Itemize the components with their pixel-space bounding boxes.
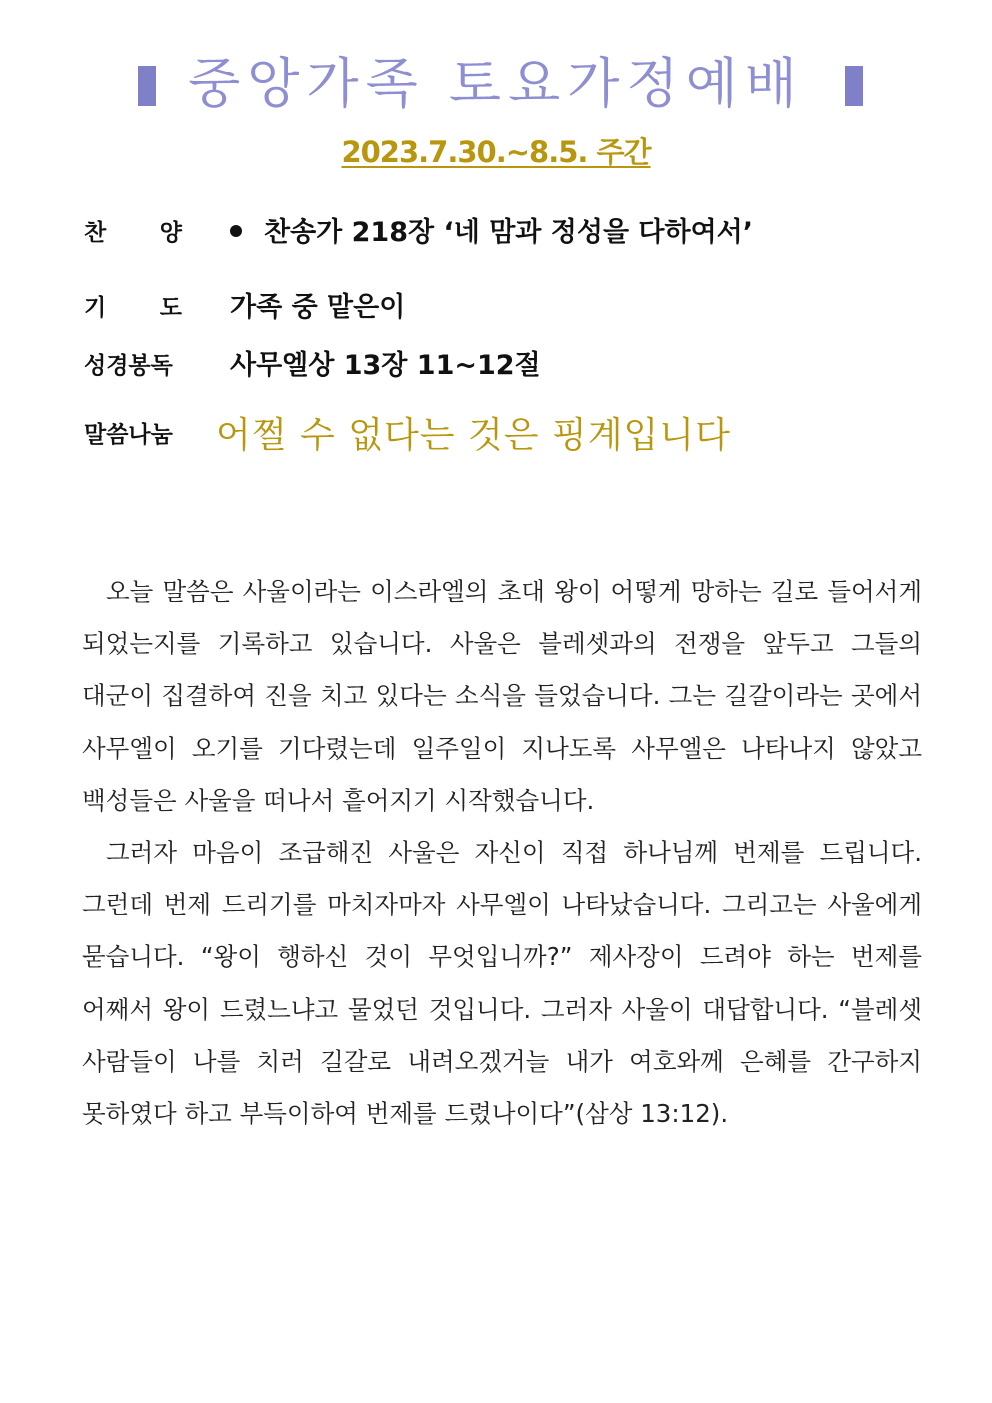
order-label-sermon: 말씀나눔 <box>84 422 173 448</box>
sermon-body <box>82 566 922 1140</box>
week-date-line <box>0 130 992 174</box>
hymn-text: 찬송가 218장 ‘네 맘과 정성을 다하여서’ <box>264 217 754 248</box>
order-label-prayer-text: 기 도 <box>84 295 182 321</box>
order-label-prayer <box>84 283 182 333</box>
order-label-hymn-text: 찬 양 <box>84 220 182 246</box>
page-title: 중앙가족 토요가정예배 <box>188 52 804 115</box>
scripture-reference: 사무엘상 13장 11~12절 <box>230 350 541 381</box>
body-paragraph: 오늘 말씀은 사울이라는 이스라엘의 초대 왕이 어떻게 망하는 길로 들어서게 되었는지를 기록하고 있습니다. 사울은 블레셋과의 전쟁을 앞두고 그들의 대군이 집결하여 진을 치고 있다는 소식을 들었습니다. 그는 길갈이라는 곳에서 사무엘이 오기를 기다렸는데 일주일이 지나도록 사무엘은 나타나지 않았고 백성들은 사울을 떠나서 흩어지기 시작했습니다. <box>82 577 922 815</box>
order-value-hymn <box>230 208 753 258</box>
prayer-leader: 가족 중 맡은이 <box>230 292 406 323</box>
body-paragraph: 그러자 마음이 조급해진 사울은 자신이 직접 하나님께 번제를 드립니다. 그런데 번제 드리기를 마치자마자 사무엘이 나타났습니다. 그리고는 사울에게 묻습니다. “왕이 행하신 것이 무엇입니까?” 제사장이 드려야 하는 번제를 어째서 왕이 드렸느냐고 물었던 것입니다. 그러자 사울이 대답합니다. “블레셋 사람들이 나를 치러 길갈로 내려오겠거늘 내가 여호와께 은혜를 간구하지 못하였다 하고 부득이하여 번제를 드렸나이다”(삼상 13:12). <box>82 838 922 1129</box>
sermon-title: 어쩔 수 없다는 것은 핑계입니다 <box>216 415 731 456</box>
order-row-sermon <box>84 410 944 470</box>
title-bar-left-decoration <box>138 66 156 106</box>
order-row-prayer <box>84 283 944 333</box>
bullet-icon <box>230 225 242 237</box>
order-row-reading <box>84 341 944 391</box>
order-label-hymn <box>84 208 182 258</box>
order-label-reading: 성경봉독 <box>84 353 173 379</box>
week-date: 2023.7.30.~8.5. 주간 <box>341 135 651 169</box>
page-title-row <box>0 44 992 124</box>
order-row-hymn <box>84 208 944 258</box>
title-bar-right-decoration <box>845 66 863 106</box>
